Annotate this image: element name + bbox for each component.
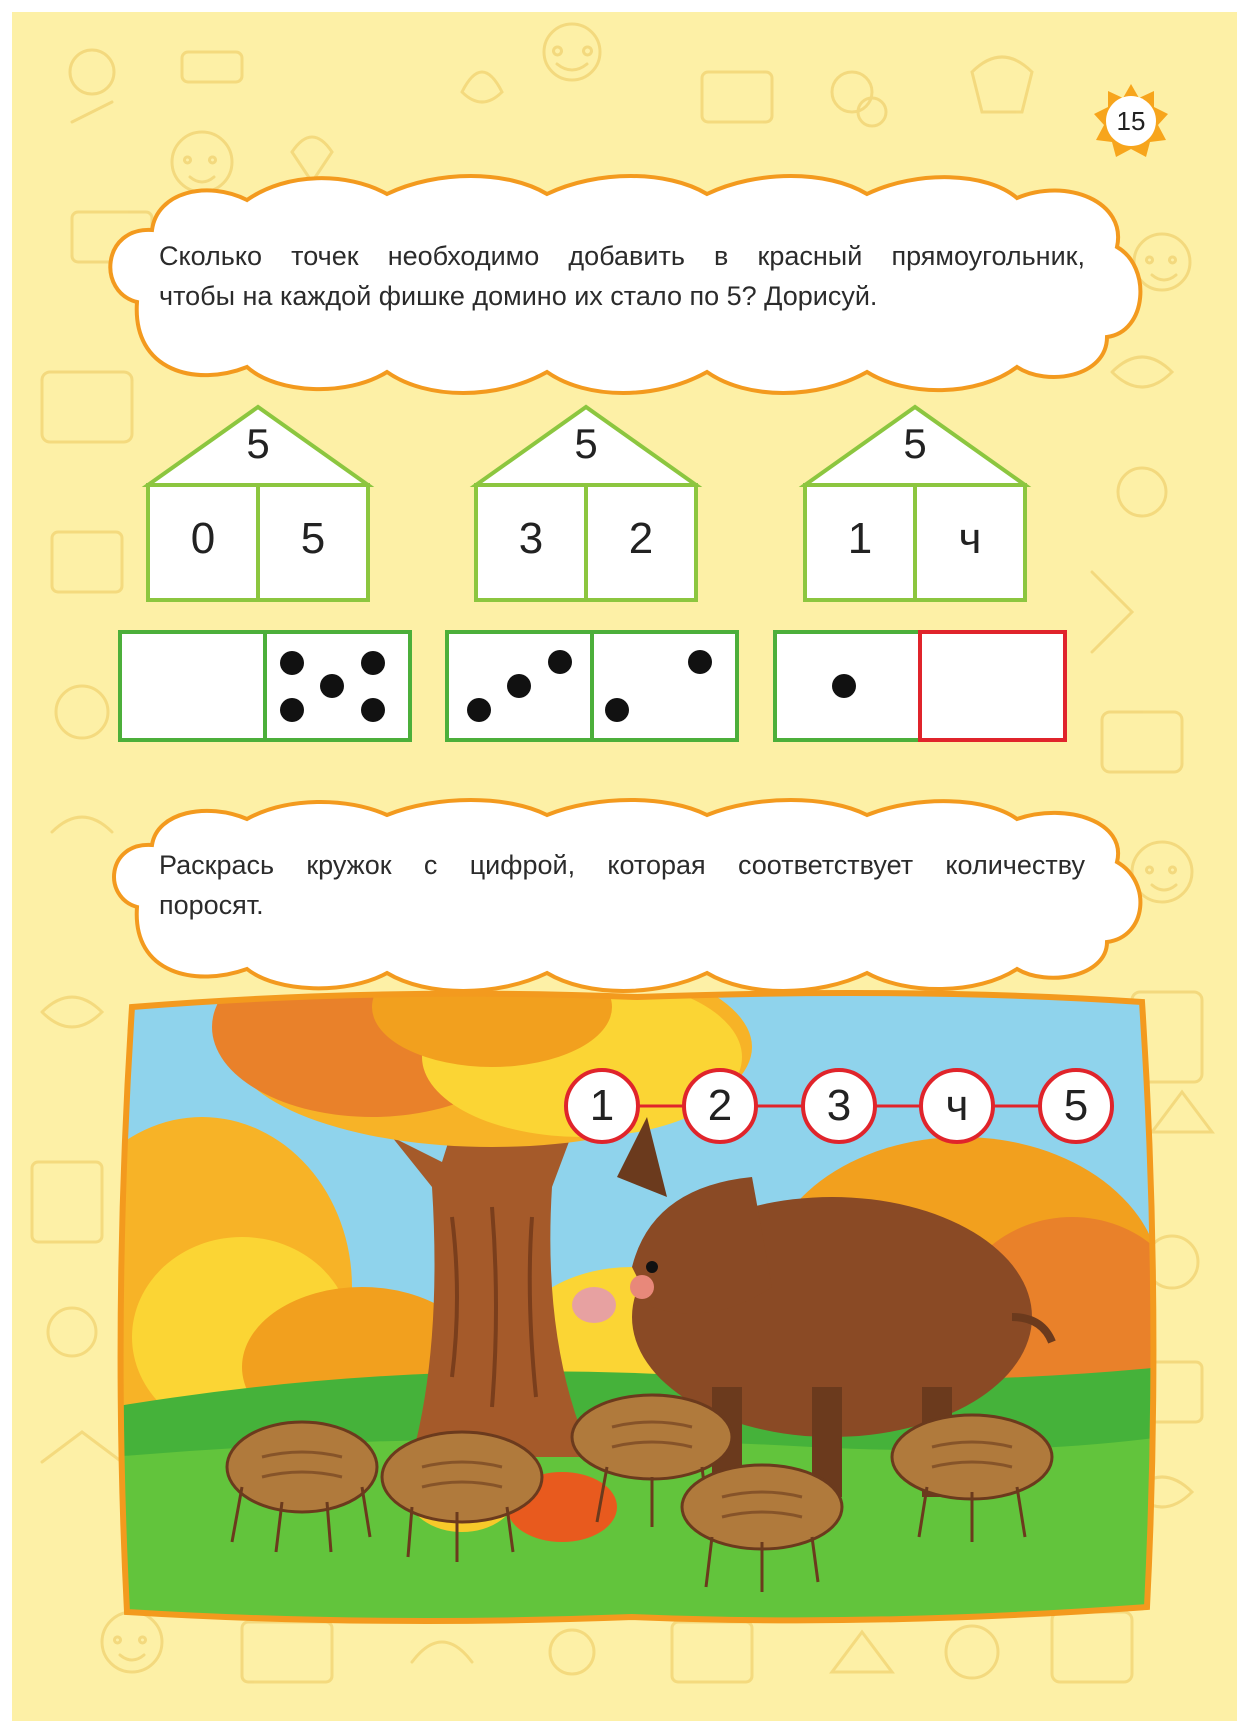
workbook-page bbox=[12, 12, 1237, 1721]
domino-1-dot bbox=[320, 674, 344, 698]
task1-line2: чтобы на каждой фишке домино их стало по 5? Дорисуй. bbox=[159, 281, 878, 311]
number-circle-1-label: 1 bbox=[589, 1081, 615, 1130]
house-1-right-number: 5 bbox=[300, 514, 326, 563]
house-3-roof-number: 5 bbox=[903, 420, 927, 467]
domino-1-dot bbox=[361, 651, 385, 675]
domino-2-dot bbox=[548, 650, 572, 674]
domino-1-dot bbox=[280, 698, 304, 722]
number-circle-5-label: 5 bbox=[1063, 1081, 1089, 1130]
house-3-right-number: ч bbox=[958, 514, 982, 563]
domino-1-dot bbox=[280, 651, 304, 675]
dominoes bbox=[12, 12, 1237, 772]
domino-1 bbox=[120, 632, 410, 740]
domino-2-dot bbox=[507, 674, 531, 698]
house-3-left-number: 1 bbox=[847, 514, 873, 563]
house-2-left-number: 3 bbox=[518, 514, 544, 563]
domino-1-dot bbox=[361, 698, 385, 722]
task1-line1: Сколько точек необходимо добавить в красный прямоугольник, bbox=[159, 241, 1085, 271]
domino-3 bbox=[775, 632, 1065, 740]
domino-3-dot bbox=[832, 674, 856, 698]
task2-instruction bbox=[159, 845, 1085, 925]
red-target-rectangle bbox=[920, 632, 1065, 740]
number-circle-2-label: 2 bbox=[707, 1081, 733, 1130]
house-2-roof-number: 5 bbox=[574, 420, 598, 467]
domino-2-dot bbox=[467, 698, 491, 722]
domino-2-dot bbox=[605, 698, 629, 722]
task2-line2: поросят. bbox=[159, 890, 264, 920]
domino-2 bbox=[447, 632, 737, 740]
house-1-roof-number: 5 bbox=[246, 420, 270, 467]
task2-line1: Раскрась кружок с цифрой, которая соответствует количеству bbox=[159, 850, 1085, 880]
house-1-left-number: 0 bbox=[190, 514, 216, 563]
number-circle-3-label: 3 bbox=[826, 1081, 852, 1130]
page-number: 15 bbox=[1116, 106, 1146, 136]
number-circle-4-label: ч bbox=[945, 1081, 969, 1130]
domino-2-dot bbox=[688, 650, 712, 674]
house-2-right-number: 2 bbox=[628, 514, 654, 563]
